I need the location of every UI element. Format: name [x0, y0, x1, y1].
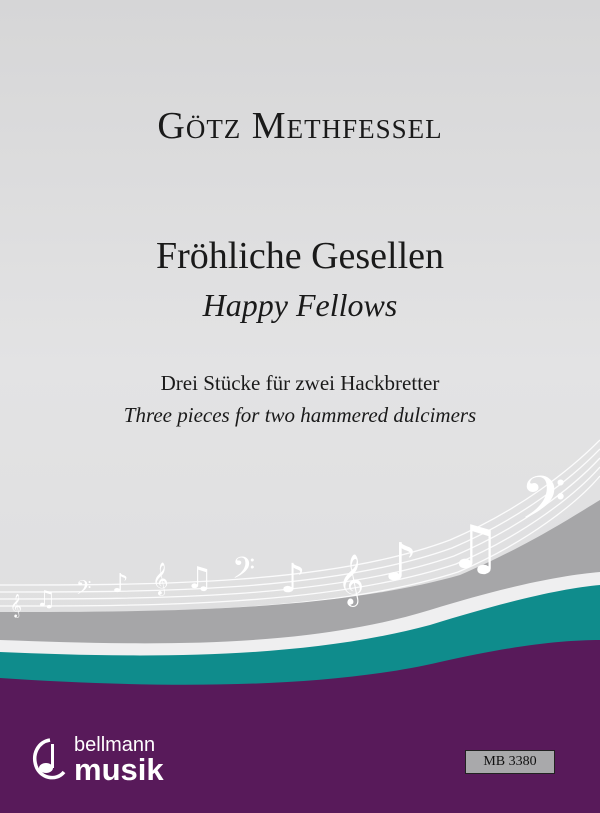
eighth-note-icon: ♪ [112, 569, 129, 599]
eighth-notes-icon: ♫ [36, 587, 56, 612]
eighth-note-icon: ♪ [384, 533, 418, 593]
description-english: Three pieces for two hammered dulcimers [123, 403, 477, 427]
publisher-name-line1: bellmann [74, 734, 156, 756]
catalog-number-badge: MB 3380 [465, 750, 555, 774]
note-swirl-icon [30, 736, 70, 784]
publisher-logo [30, 732, 180, 788]
bass-clef-icon: 𝄢 [232, 552, 256, 593]
eighth-notes-icon: ♫ [186, 561, 213, 596]
score-title: Fröhliche Gesellen [155, 235, 445, 277]
treble-clef-icon: 𝄞 [10, 593, 22, 617]
treble-clef-icon: 𝄞 [338, 554, 365, 605]
score-subtitle: Happy Fellows [202, 287, 398, 323]
publisher-name-line2: musik [74, 752, 164, 787]
description-german: Drei Stücke für zwei Hackbretter [160, 371, 440, 395]
treble-clef-icon: 𝄞 [152, 562, 169, 595]
eighth-notes-icon: ♫ [448, 513, 502, 583]
bass-clef-icon: 𝄢 [76, 576, 92, 604]
eighth-note-icon: ♪ [280, 556, 306, 602]
bass-clef-icon: 𝄢 [520, 463, 567, 547]
composer-name: Götz Methfessel [157, 105, 443, 147]
